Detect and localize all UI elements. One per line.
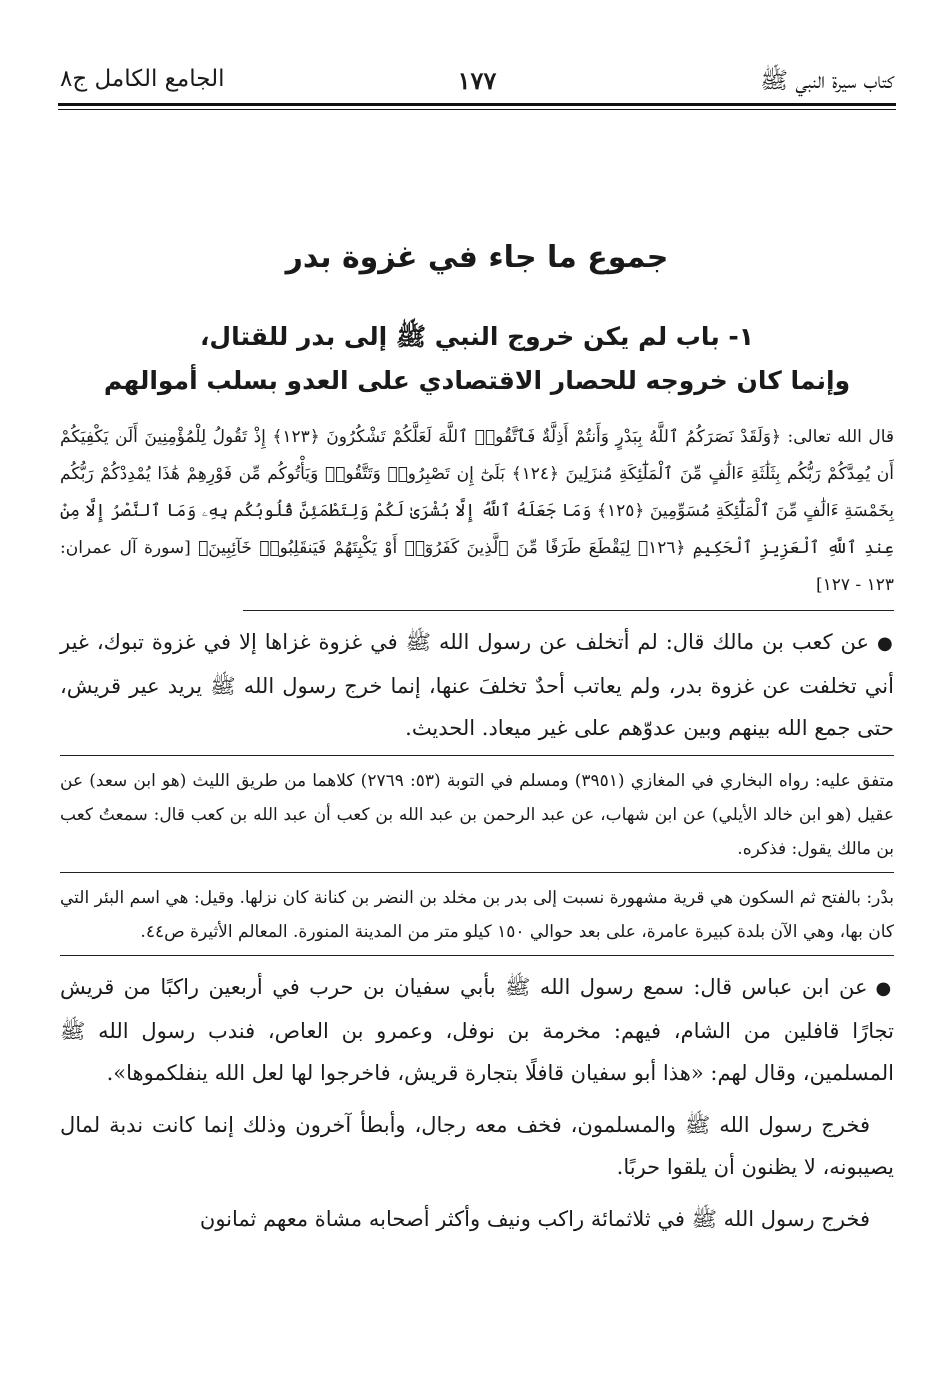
chapter-title: جموع ما جاء في غزوة بدر bbox=[285, 240, 669, 275]
separator-rule bbox=[60, 955, 894, 956]
takhrij-kaab: متفق عليه: رواه البخاري في المغازي (٣٩٥١) ومسلم في التوبة (٥٣: ٢٧٦٩) كلاهما من طريق الليث (هو ابن سعد) عن عقيل (هو ابن خالد الأيلي) عن ابن شهاب، عن عبد الرحمن بن عبد الله بن كعب أن عبد الله بن كعب قال: سمعتُ كعب بن مالك يقول: فذكره. bbox=[60, 771, 894, 859]
bullet-icon: ● bbox=[875, 978, 894, 999]
header-rule-thick bbox=[58, 103, 896, 106]
hadith-ibn-abbas-text: عن ابن عباس قال: سمع رسول الله ﷺ بأبي سفيان بن حرب في أربعين راكبًا من قريش تجارًا قافلين من الشام، فيهم: مخرمة بن نوفل، وعمرو بن العاص، فندب رسول الله ﷺ المسلمين، وقال لهم: «هذا أبو سفيان قافلًا بتجارة قريش، فاخرجوا لها لعل الله ينفلكموها». bbox=[60, 975, 894, 1085]
separator-rule bbox=[60, 755, 894, 756]
quran-verse: قال الله تعالى: ﴿وَلَقَدْ نَصَرَكُمُ ٱللَّهُ بِبَدْرٍ وَأَنتُمْ أَذِلَّةٌ فَٱتَّقُوا۟ ٱللَّهَ لَعَلَّكُمْ تَشْكُرُونَ ﴿١٢٣﴾ إِذْ تَقُولُ لِلْمُؤْمِنِينَ أَلَن يَكْفِيَكُمْ أَن يُمِدَّكُمْ رَبُّكُم بِثَلَٰثَةِ ءَالَٰفٍ مِّنَ ٱلْمَلَٰٓئِكَةِ مُنزَلِينَ ﴿١٢٤﴾ بَلَىٰٓ إِن تَصْبِرُوا۟ وَتَتَّقُوا۟ وَيَأْتُوكُم مِّن فَوْرِهِمْ هَٰذَا يُمْدِدْكُمْ رَبُّكُم بِخَمْسَةِ ءَالَٰفٍ مِّنَ ٱلْمَلَٰٓئِكَةِ مُسَوِّمِينَ ﴿١٢٥﴾ وَمَا جَعَلَهُ ٱللَّهُ إِلَّا بُشْرَىٰ لَكُمْ وَلِتَطْمَئِنَّ قُلُوبُكُم بِهِۦ وَمَا ٱلنَّصْرُ إِلَّا مِنْ عِندِ ٱللَّهِ ٱلْعَزِيزِ ٱلْحَكِيمِ ﴿١٢٦﴾ لِيَقْطَعَ طَرَفًا مِّنَ ٱلَّذِينَ كَفَرُوٓا۟ أَوْ يَكْبِتَهُمْ فَيَنقَلِبُوا۟ خَآئِبِينَ﴾ [سورة آل عمران: ١٢٣ - ١٢٧] bbox=[60, 427, 895, 595]
separator-rule bbox=[60, 872, 894, 873]
section-heading-line-1: ١- باب لم يكن خروج النبي ﷺ إلى بدر للقتال، bbox=[199, 322, 755, 351]
header-rule-thin bbox=[58, 109, 896, 110]
running-header bbox=[60, 60, 894, 104]
page-number: ١٧٧ bbox=[457, 66, 497, 95]
paragraph-army: فخرج رسول الله ﷺ في ثلاثمائة راكب ونيف وأكثر أصحابه مشاة معهم ثمانون bbox=[199, 1207, 870, 1231]
separator-rule bbox=[243, 610, 894, 611]
header-book-title: كتاب سيرة النبي ﷺ bbox=[760, 68, 894, 94]
paragraph-departure: فخرج رسول الله ﷺ والمسلمون، فخف معه رجال، وأبطأ آخرون وذلك إنما كانت ندبة لمال يصيبونه، لا يظنون أن يلقوا حربًا. bbox=[60, 1113, 894, 1179]
bullet-icon: ● bbox=[877, 633, 894, 654]
hadith-kaab-text: عن كعب بن مالك قال: لم أتخلف عن رسول الله ﷺ في غزوة غزاها إلا في غزوة تبوك، غير أني تخلفت عن غزوة بدر، ولم يعاتب أحدٌ تخلفَ عنها، إنما خرج رسول الله ﷺ يريد عير قريش، حتى جمع الله بينهم وبين عدوّهم على غير ميعاد. الحديث. bbox=[60, 630, 894, 740]
note-badr: بدْر: بالفتح ثم السكون هي قرية مشهورة نسبت إلى بدر بن مخلد بن النضر بن كنانة كان نزلها. وقيل: هي اسم البئر التي كان بها، وهي الآن بلدة كبيرة عامرة، على بعد حوالي ١٥٠ كيلو متر من المدينة المنورة. المعالم الأثيرة ص٤٤. bbox=[60, 888, 894, 942]
header-volume-title: الجامع الكامل ج٨ bbox=[60, 66, 225, 92]
section-heading-line-2: وإنما كان خروجه للحصار الاقتصادي على العدو بسلب أموالهم bbox=[103, 366, 851, 395]
page-body bbox=[60, 240, 894, 1240]
hadith-paragraph bbox=[60, 621, 894, 749]
section-heading bbox=[60, 315, 894, 403]
hadith-paragraph bbox=[60, 966, 894, 1094]
